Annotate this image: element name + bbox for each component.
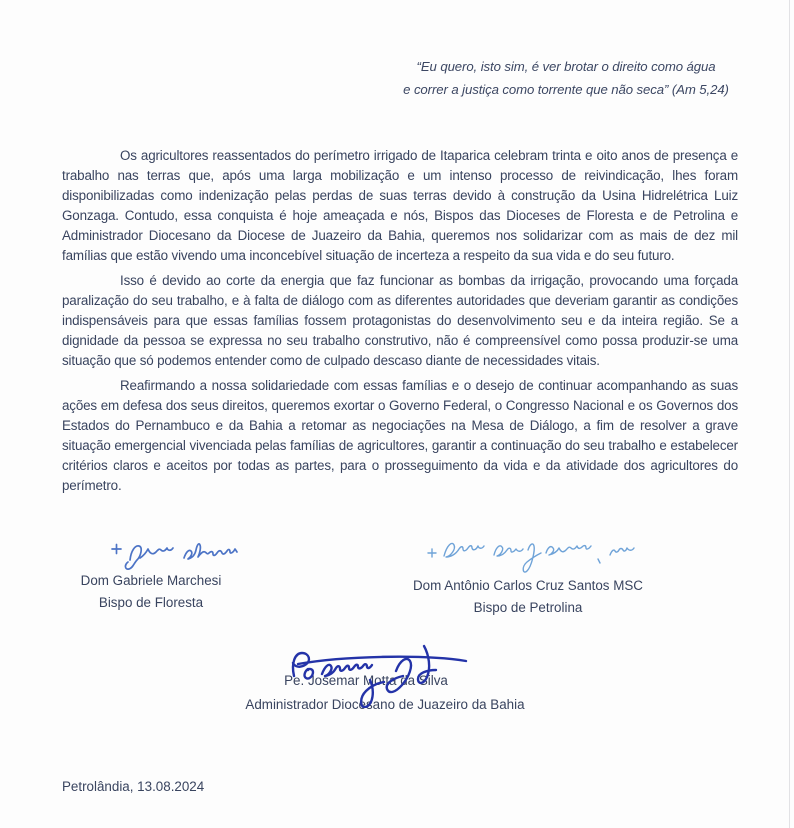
signer-name-josemar: Pe. Josemar Motta da Silva [284, 673, 448, 688]
scan-edge-line [789, 0, 790, 828]
scripture-quote [360, 55, 772, 101]
signature-block-marchesi [56, 570, 246, 614]
signer-name-marchesi: Dom Gabriele Marchesi [80, 573, 222, 588]
signature-script-josemar [272, 638, 482, 708]
paragraph-2: Isso é devido ao corte da energia que faz funcionar as bombas da irrigação, provocando uma forçada paralização do seu trabalho, e à falta de diálogo com as diferentes autoridades que deveriam garantir as condições indispensáveis para que essas famílias fossem protagonistas do desenvolvimento seu e da inteira região. Se a dignidade da pessoa se expressa no seu trabalho construtivo, não é compreensível como possa produzir-se uma situação que só podemos entender como de culpado descaso diante de necessidades vitais. [62, 273, 738, 368]
signer-title-josemar: Administrador Diocesano de Juazeiro da Bahia [245, 697, 525, 712]
scripture-quote-line2: e correr a justiça como torrente que não seca” (Am 5,24) [403, 82, 729, 97]
signer-title-marchesi: Bispo de Floresta [98, 595, 204, 610]
letter-body [62, 146, 738, 501]
signature-block-santos [412, 575, 644, 619]
signer-name-santos: Dom Antônio Carlos Cruz Santos MSC [413, 578, 643, 593]
signature-script-marchesi [106, 530, 278, 572]
signature-script-santos [420, 524, 645, 579]
dateline: Petrolândia, 13.08.2024 [62, 779, 205, 794]
paragraph-3: Reafirmando a nossa solidariedade com essas famílias e o desejo de continuar acompanhando as suas ações em defesa dos seus direitos, queremos exortar o Governo Federal, o Congresso Nacional e os Governos dos Estados do Pernambuco e da Bahia a retomar as negociações na Mesa de Diálogo, a fim de resolver a grave situação emergencial vivenciada pelas famílias de agricultores, garantir a continuação do seu trabalho e estabelecer critérios claros e aceitos por todas as partes, para o prosseguimento da vida e da atividade dos agricultores do perímetro. [62, 378, 738, 493]
signer-title-santos: Bispo de Petrolina [473, 600, 583, 615]
scripture-quote-line1: “Eu quero, isto sim, é ver brotar o direito como água [416, 59, 716, 74]
paragraph-1: Os agricultores reassentados do perímetro irrigado de Itaparica celebram trinta e oito anos de presença e trabalho nas terras que, após uma larga mobilização e um intenso processo de reivindicação, lhes foram disponibilizadas como indenização pelas perdas de suas terras devido à construção da Usina Hidrelétrica Luiz Gonzaga. Contudo, essa conquista é hoje ameaçada e nós, Bispos das Dioceses de Floresta e de Petrolina e Administrador Diocesano da Diocese de Juazeiro da Bahia, queremos nos solidarizar com as mais de dez mil famílias que estão vivendo uma inconcebível situação de incerteza a respeito da sua vida e do seu futuro. [62, 148, 738, 263]
